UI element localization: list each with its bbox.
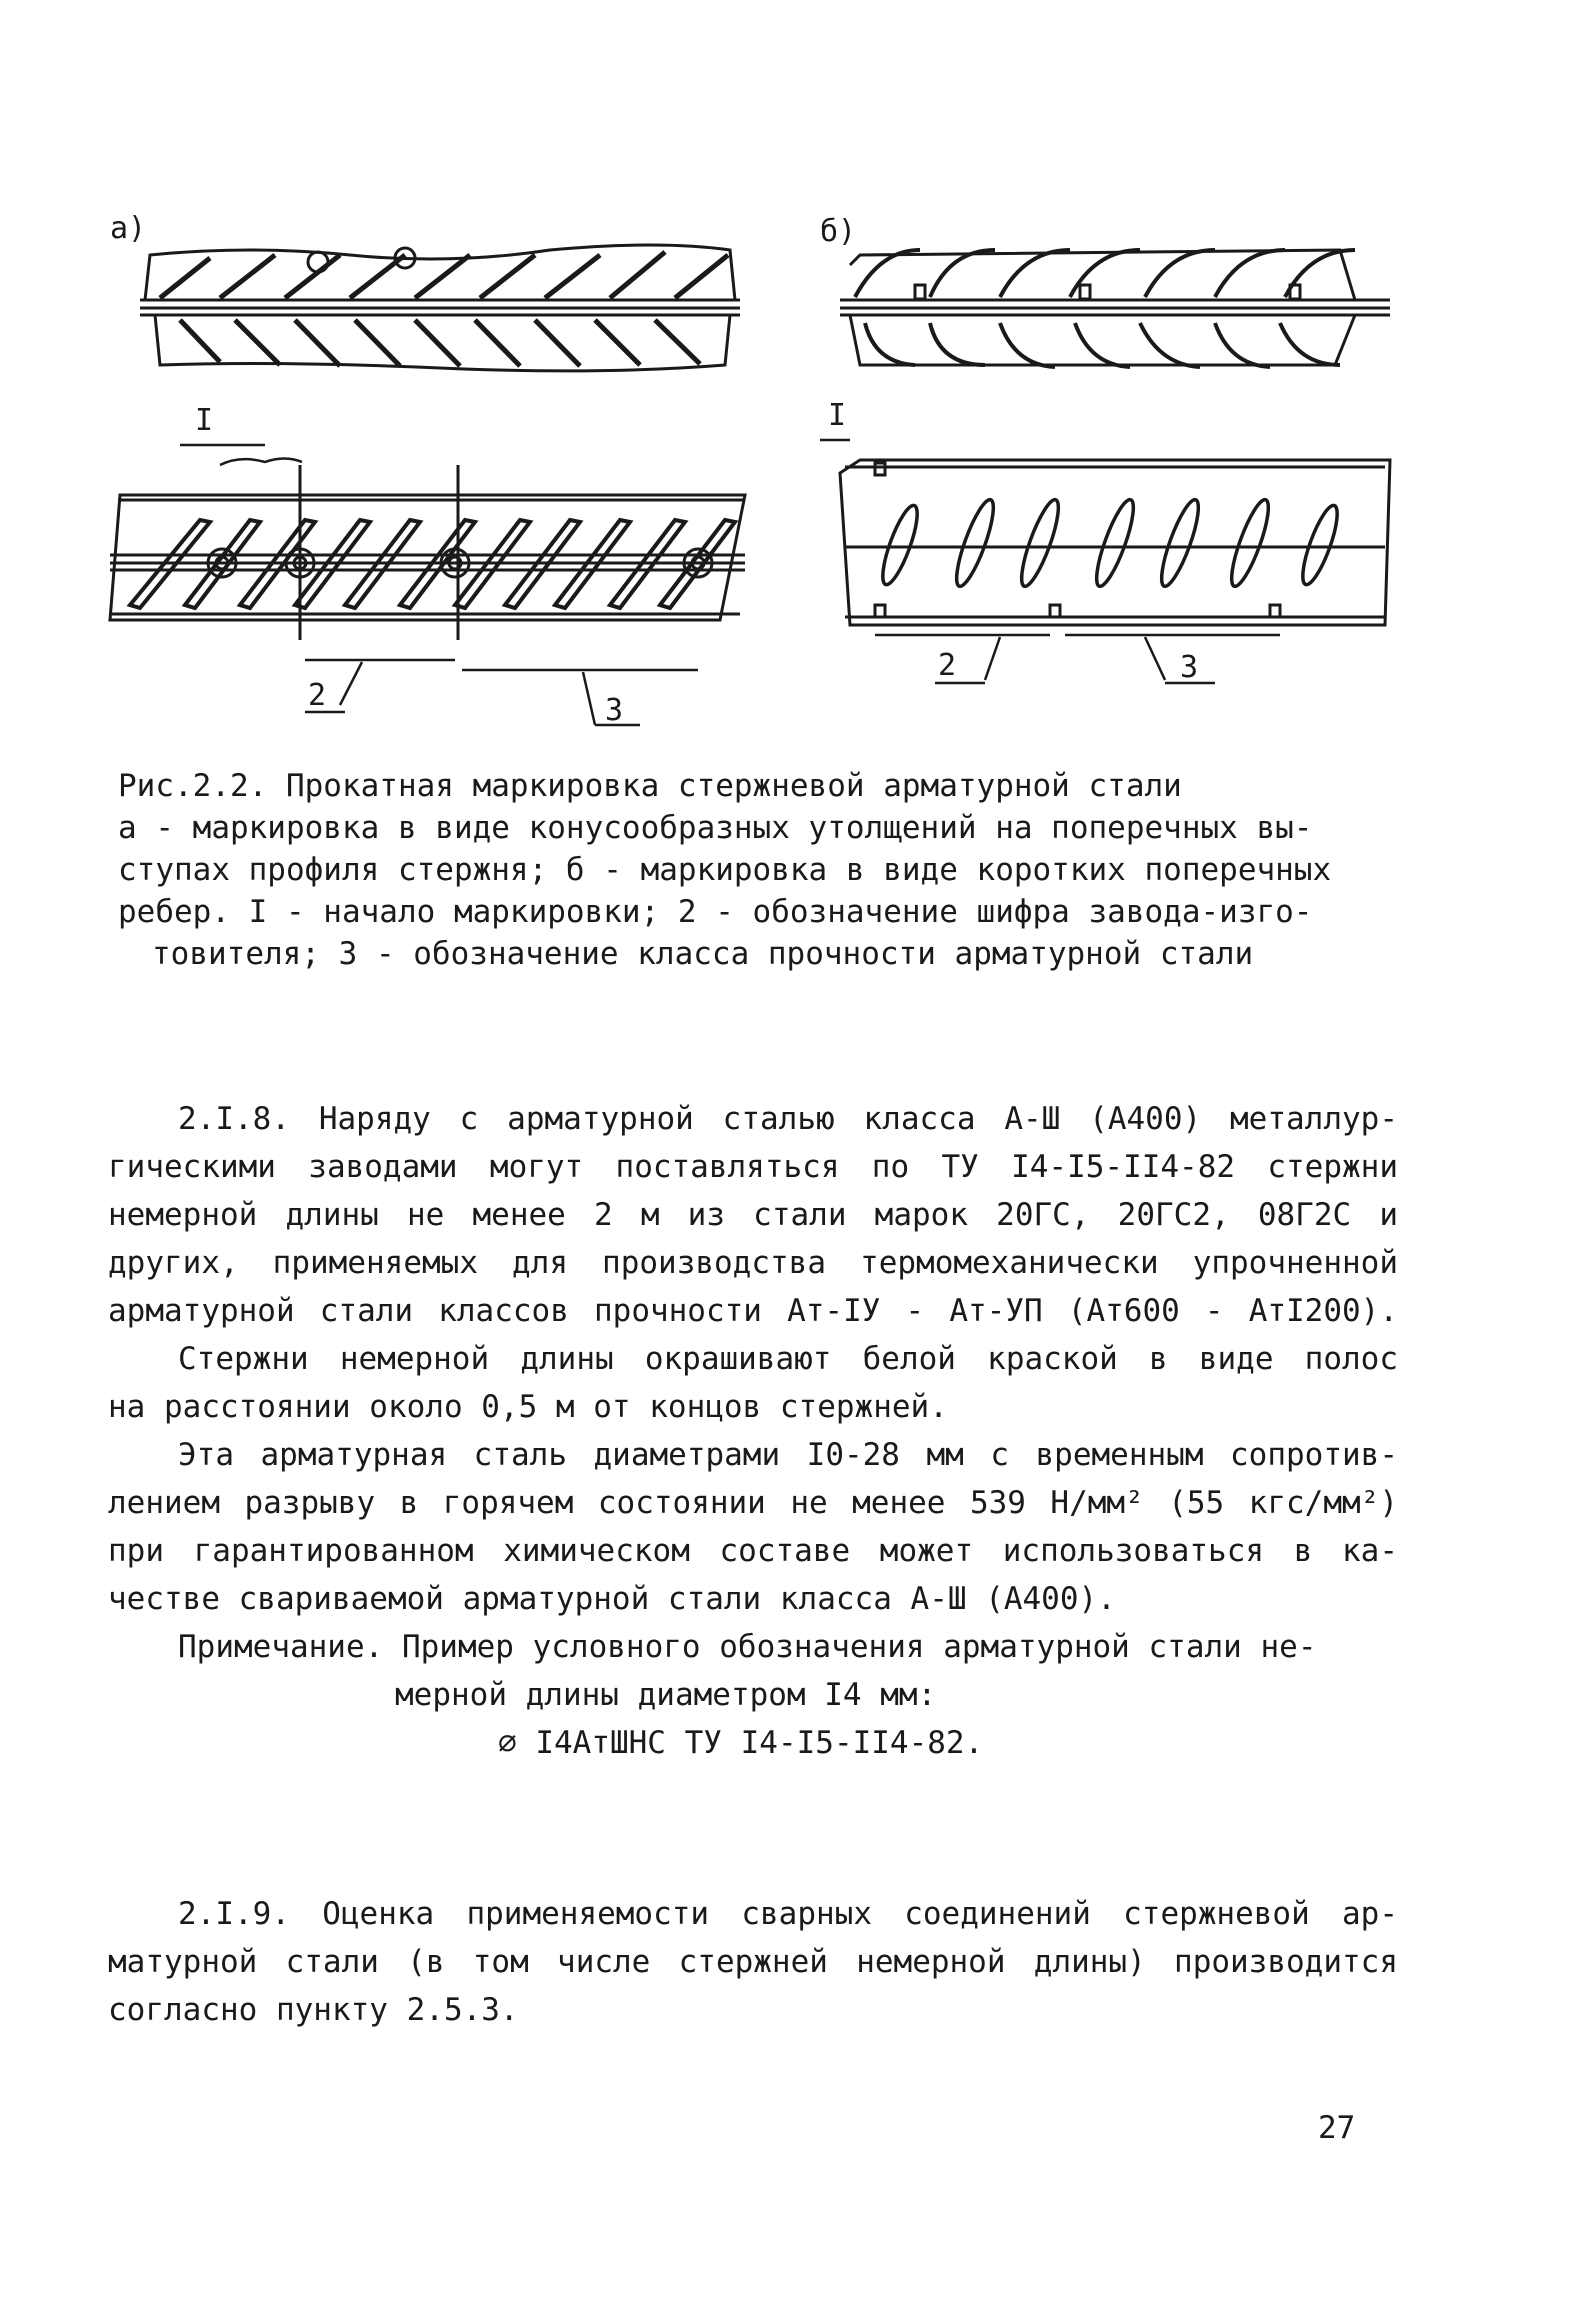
paragraph-line: других, применяемых для производства термомеханически упрочненной: [108, 1245, 1398, 1281]
caption-line: Рис.2.2. Прокатная маркировка стержневой арматурной стали: [118, 768, 1182, 804]
rebar-a-plan-view: [110, 465, 745, 640]
figure-a-drawing: [100, 200, 760, 740]
paragraph-line: 2.I.9. Оценка применяемости сварных соединений стержневой ар-: [178, 1896, 1398, 1932]
paragraph-line: гическими заводами могут поставляться по ТУ I4-I5-II4-82 стержни: [108, 1149, 1398, 1185]
b-marker-start: I: [828, 398, 847, 433]
rebar-a-side-view: [140, 245, 740, 371]
b-dimension-lines: [875, 635, 1280, 683]
page-number: 27: [1318, 2110, 1356, 2146]
paragraph-line: на расстоянии около 0,5 м от концов стержней.: [108, 1389, 948, 1425]
caption-line: ступах профиля стержня; б - маркировка в виде коротких поперечных: [118, 852, 1332, 888]
a-marker-plant-code: 2: [308, 678, 327, 713]
note-line: мерной длины диаметром I4 мм:: [395, 1677, 937, 1713]
paragraph-line: 2.I.8. Наряду с арматурной сталью класса А-Ш (А400) металлур-: [178, 1101, 1398, 1137]
figure-caption: [118, 765, 1418, 975]
figure-a: [100, 200, 760, 740]
paragraph-line: немерной длины не менее 2 м из стали марок 20ГС, 20ГС2, 08Г2С и: [108, 1197, 1398, 1233]
paragraph-line: лением разрыву в горячем состоянии не менее 539 Н/мм² (55 кгс/мм²): [108, 1485, 1398, 1521]
figure-b-drawing: [820, 205, 1400, 685]
rebar-b-side-view: [840, 250, 1390, 367]
section-2-1-8: [108, 1095, 1398, 1767]
a-dimension-lines: [305, 660, 698, 725]
caption-line: товителя; 3 - обозначение класса прочности арматурной стали: [152, 936, 1254, 972]
paragraph-line: согласно пункту 2.5.3.: [108, 1992, 519, 2028]
paragraph-line: матурной стали (в том числе стержней немерной длины) производится: [108, 1944, 1398, 1980]
b-marker-strength-class: 3: [1180, 650, 1199, 685]
paragraph-line: арматурной стали классов прочности Ат-IУ - Ат-УП (Ат600 - АтI200).: [108, 1293, 1398, 1329]
a-marker-start: I: [195, 403, 214, 438]
note-line: Примечание. Пример условного обозначения арматурной стали не-: [178, 1629, 1317, 1665]
b-marker-plant-code: 2: [938, 648, 957, 683]
paragraph-line: Стержни немерной длины окрашивают белой краской в виде полос: [178, 1341, 1398, 1377]
caption-line: а - маркировка в виде конусообразных утолщений на поперечных вы-: [118, 810, 1313, 846]
rebar-b-plan-view: [840, 460, 1390, 625]
a-marker-strength-class: 3: [605, 693, 624, 728]
paragraph-line: Эта арматурная сталь диаметрами I0-28 мм с временным сопротив-: [178, 1437, 1398, 1473]
section-2-1-9: [108, 1890, 1398, 2034]
figure-b: [820, 205, 1400, 685]
caption-line: ребер. I - начало маркировки; 2 - обозначение шифра завода-изго-: [118, 894, 1313, 930]
paragraph-line: при гарантированном химическом составе может использоваться в ка-: [108, 1533, 1398, 1569]
designation-example: ∅ I4АтШНС ТУ I4-I5-II4-82.: [498, 1725, 984, 1761]
panel-b-label: б): [820, 214, 857, 249]
panel-a-label: а): [110, 211, 147, 246]
paragraph-line: честве свариваемой арматурной стали класса А-Ш (А400).: [108, 1581, 1116, 1617]
a-bracket-start: [180, 445, 302, 465]
